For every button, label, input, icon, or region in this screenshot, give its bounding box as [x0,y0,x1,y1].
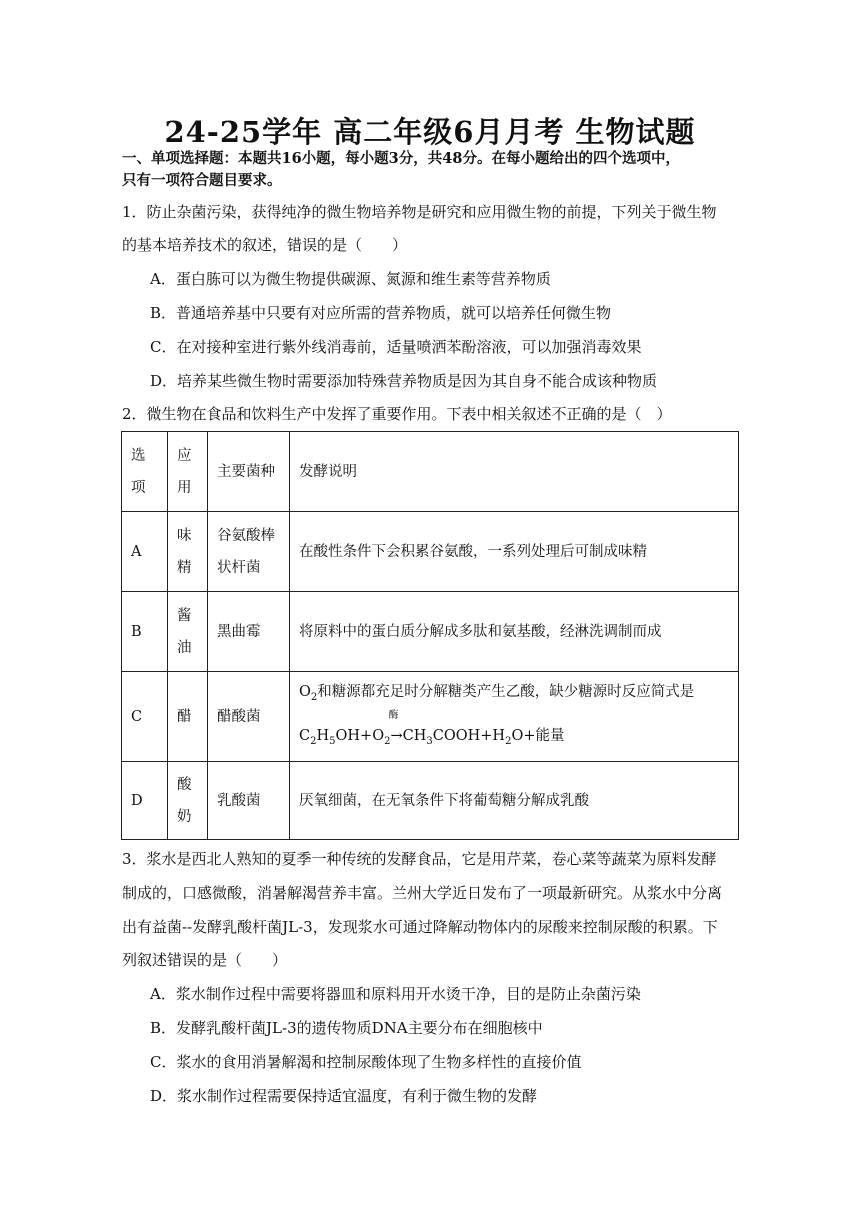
section-heading-line2: 只有一项符合题目要求。 [122,172,282,189]
q3-option-d: D．浆水制作过程需要保持适宜温度，有利于微生物的发酵 [150,1087,538,1105]
page-title: 24-25学年 高二年级6月月考 生物试题 [164,115,696,149]
row-application: 酸 奶 [168,762,208,840]
section-heading [122,148,742,192]
table-header-row [122,432,739,512]
q3-option-b: B．发酵乳酸杆菌JL-3的遗传物质DNA主要分布在细胞核中 [150,1019,543,1037]
row-option: A [122,512,168,592]
enzyme-label: 酶 [388,709,399,721]
row-description: 将原料中的蛋白质分解成多肽和氨基酸，经淋洗调制而成 [290,592,739,672]
q3-stem-line4: 列叙述错误的是（ ） [122,951,288,969]
row-species: 谷氨酸棒 状杆菌 [208,512,290,592]
header-option: 选 项 [122,432,168,512]
q1-option-c: C．在对接种室进行紫外线消毒前，适量喷洒苯酚溶液，可以加强消毒效果 [150,338,642,356]
q3-option-a: A．浆水制作过程中需要将器皿和原料用开水烫干净，目的是防止杂菌污染 [150,985,641,1003]
row-species: 醋酸菌 [208,672,290,762]
table-row [122,762,739,840]
header-description: 发酵说明 [290,432,739,512]
row-option: D [122,762,168,840]
row-application: 酱 油 [168,592,208,672]
section-heading-line1: 一、单项选择题：本题共16小题，每小题3分，共48分。在每小题给出的四个选项中， [122,150,680,167]
table-row [122,592,739,672]
q3-stem-line2: 制成的，口感微酸，消暑解渴营养丰富。兰州大学近日发布了一项最新研究。从浆水中分离 [122,884,723,902]
q3-stem-line3: 出有益菌--发酵乳酸杆菌JL-3，发现浆水可通过降解动物体内的尿酸来控制尿酸的积累。下 [122,918,718,936]
table-row [122,672,739,762]
q3-stem-line1: 3．浆水是西北人熟知的夏季一种传统的发酵食品，它是用芹菜，卷心菜等蔬菜为原料发酵 [122,850,717,868]
q2-stem: 2．微生物在食品和饮料生产中发挥了重要作用。下表中相关叙述不正确的是（ ） [122,405,672,423]
q1-option-a: A．蛋白胨可以为微生物提供碳源、氮源和维生素等营养物质 [150,270,551,288]
reaction-equation: $C_2H_5OH+O_2$ 酶 $\to CH_3COOH+H_2O+$能量 [299,709,565,747]
row-application: 醋 [168,672,208,762]
row-description: 在酸性条件下会积累谷氨酸，一系列处理后可制成味精 [290,512,739,592]
row-application: 味 精 [168,512,208,592]
row-species: 黑曲霉 [208,592,290,672]
q1-stem-line1: 1．防止杂菌污染，获得纯净的微生物培养物是研究和应用微生物的前提，下列关于微生物 [122,203,717,221]
row-option: B [122,592,168,672]
header-application: 应 用 [168,432,208,512]
row-description: $O_2$和糖源都充足时分解糖类产生乙酸，缺少糖源时反应简式是 $C_2H_5OH+O_2$ 酶 $\to CH_3COOH+H_2O+$能量 [290,672,739,762]
q3-option-c: C．浆水的食用消暑解渴和控制尿酸体现了生物多样性的直接价值 [150,1053,582,1071]
row-option: C [122,672,168,762]
q1-stem-line2: 的基本培养技术的叙述，错误的是（ ） [122,236,408,254]
q1-option-d: D．培养某些微生物时需要添加特殊营养物质是因为其自身不能合成该种物质 [150,372,658,390]
q2-table [121,431,739,840]
row-description: 厌氧细菌，在无氧条件下将葡萄糖分解成乳酸 [290,762,739,840]
row-species: 乳酸菌 [208,762,290,840]
header-species: 主要菌种 [208,432,290,512]
q1-option-b: B．普通培养基中只要有对应所需的营养物质，就可以培养任何微生物 [150,304,612,322]
table-row [122,512,739,592]
